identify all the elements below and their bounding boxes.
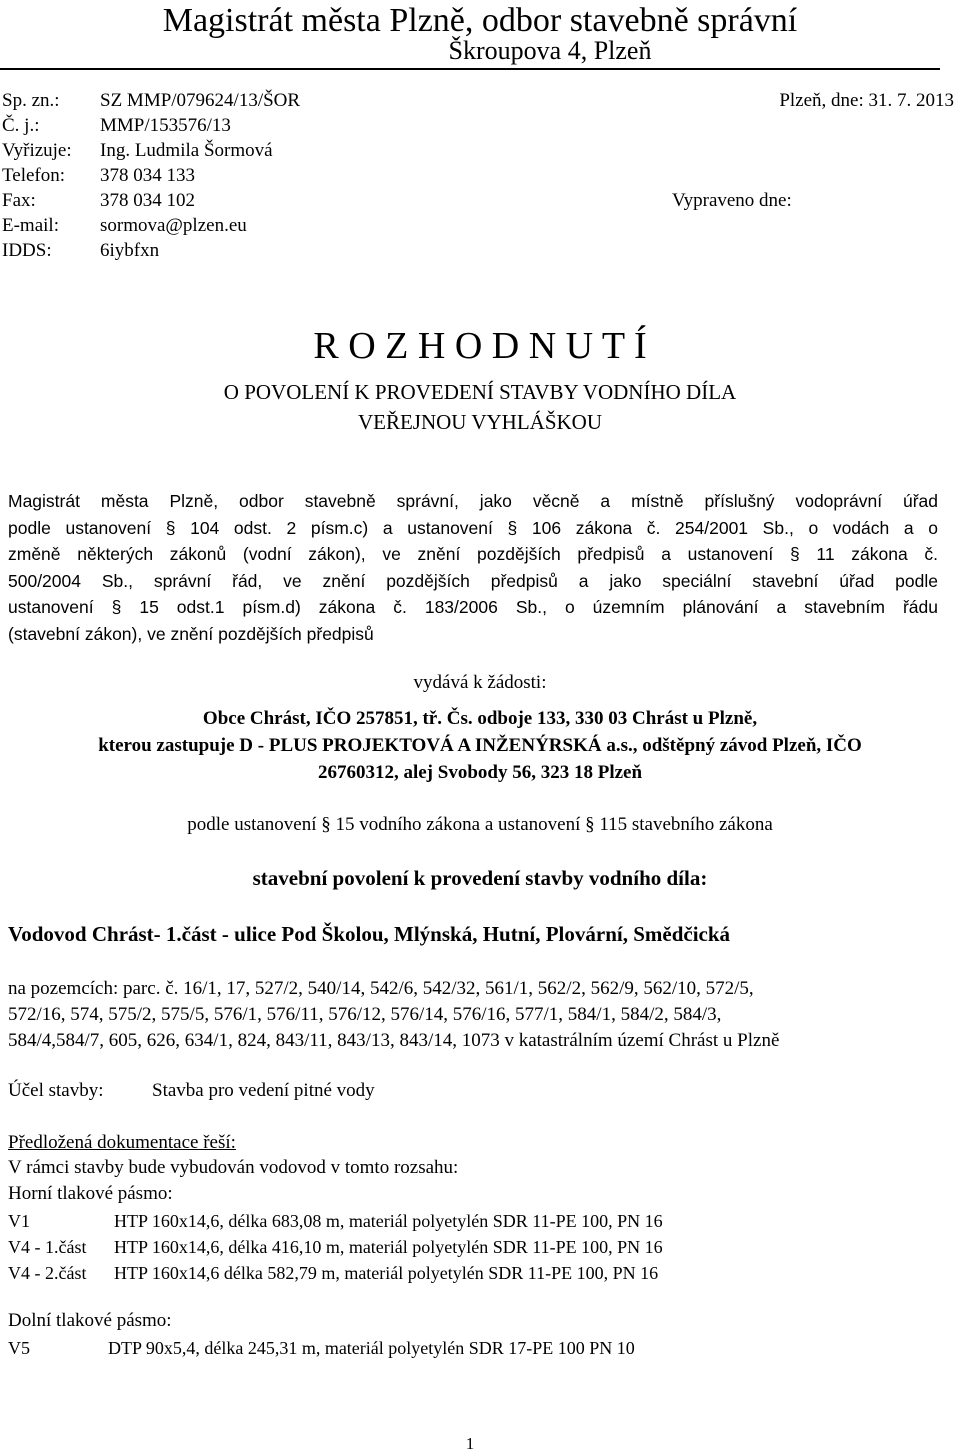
pipe-row: V4 - 2.část HTP 160x14,6 délka 582,79 m, materiál polyetylén SDR 11-PE 100, PN 16 [8,1263,659,1283]
sent-date: Vypraveno dne: [672,190,792,211]
office-address: Škroupova 4, Plzeň [448,36,652,65]
meta-row: Sp. zn.: SZ MMP/079624/13/ŠOR [2,90,301,111]
issue-date: Plzeň, dne: 31. 7. 2013 [779,90,954,111]
pipe-row: V1 HTP 160x14,6, délka 683,08 m, materiál polyetylén SDR 11-PE 100, PN 16 [8,1211,663,1231]
intro-line: změně některých zákonů (vodní zákon), ve znění pozdějších předpisů a ustanovení § 11 zákona č. [8,544,938,564]
project-name: Vodovod Chrást- 1.část - ulice Pod Školou, Mlýnská, Hutní, Plovární, Smědčická [8,922,731,946]
parcels-line: 572/16, 574, 575/2, 575/5, 576/1, 576/11, 576/12, 576/14, 576/16, 577/1, 584/1, 584/2, 584/3, [8,1004,722,1025]
lower-zone-list [8,1335,635,1361]
pipe-row: V5 DTP 90x5,4, délka 245,31 m, materiál polyetylén SDR 17-PE 100 PN 10 [8,1338,635,1358]
intro-line: (stavební zákon), ve znění pozdějších předpisů [8,623,374,644]
documentation-line: V rámci stavby bude vybudován vodovod v tomto rozsahu: [8,1157,459,1178]
applicant-line: 26760312, alej Svobody 56, 323 18 Plzeň [317,762,643,783]
intro-paragraph [8,488,938,647]
upper-zone-heading: Horní tlakové pásmo: [8,1183,173,1204]
meta-row: Vyřizuje: Ing. Ludmila Šormová [2,140,273,161]
intro-line: 500/2004 Sb., správní řád, ve znění pozdějších předpisů a jako speciální stavební úřad podle [8,570,938,591]
meta-row: Telefon: 378 034 133 [2,165,195,186]
purpose-label: Účel stavby: [8,1080,104,1101]
issues-label: vydává k žádosti: [413,672,547,693]
meta-row: Fax: 378 034 102 [2,190,195,211]
header-rule [0,68,940,70]
decision-title: R O Z H O D N U T Í [313,325,647,367]
decision-subtitle-2: VEŘEJNOU VYHLÁŠKOU [357,410,603,434]
legal-basis: podle ustanovení § 15 vodního zákona a ustanovení § 115 stavebního zákona [187,814,773,835]
documentation-heading: Předložená dokumentace řeší: [8,1132,236,1153]
pipe-row: V4 - 1.část HTP 160x14,6, délka 416,10 m, materiál polyetylén SDR 11-PE 100, PN 16 [8,1237,663,1257]
applicant-line: Obce Chrást, IČO 257851, tř. Čs. odboje 133, 330 03 Chrást u Plzně, [202,708,758,729]
lower-zone-heading: Dolní tlakové pásmo: [8,1310,172,1331]
intro-line: podle ustanovení § 104 odst. 2 písm.c) a ustanovení § 106 zákona č. 254/2001 Sb., o vodách a o [8,517,938,538]
intro-line: ustanovení § 15 odst.1 písm.d) zákona č. 183/2006 Sb., o územním plánování a stavebním řádu [8,597,938,617]
office-name: Magistrát města Plzně, odbor stavebně správní [162,2,798,39]
parcels-line: na pozemcích: parc. č. 16/1, 17, 527/2, 540/14, 542/6, 542/32, 561/1, 562/2, 562/9, 562/10, 572/5, [8,978,754,999]
parcels-line: 584/4,584/7, 605, 626, 634/1, 824, 843/11, 843/13, 843/14, 1073 v katastrálním území Chrást u Plzně [8,1030,780,1051]
permit-heading: stavební povolení k provedení stavby vodního díla: [252,866,708,890]
purpose-value: Stavba pro vedení pitné vody [152,1080,375,1101]
upper-zone-list [8,1208,663,1286]
intro-line: Magistrát města Plzně, odbor stavebně správní, jako věcně a místně příslušný vodoprávní úřad [8,491,938,511]
page-number: 1 [465,1434,475,1453]
meta-row: IDDS: 6iybfxn [2,240,160,261]
decision-subtitle: O POVOLENÍ K PROVEDENÍ STAVBY VODNÍHO DÍLA [223,380,737,404]
meta-row: Č. j.: MMP/153576/13 [2,115,231,136]
meta-row: E-mail: sormova@plzen.eu [2,215,247,236]
applicant-line: kterou zastupuje D - PLUS PROJEKTOVÁ A INŽENÝRSKÁ a.s., odštěpný závod Plzeň, IČO [98,735,862,756]
